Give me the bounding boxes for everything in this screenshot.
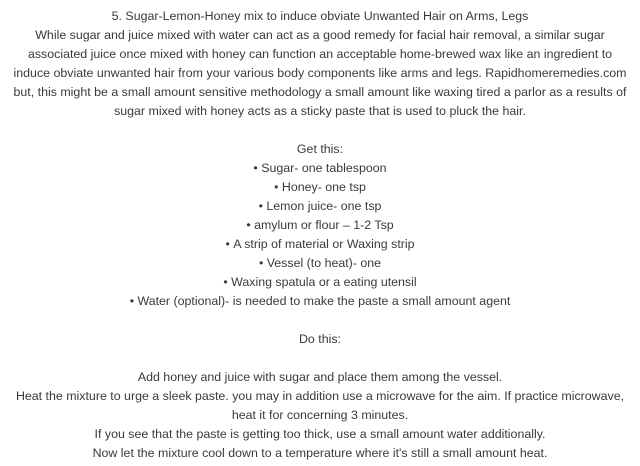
intro-line: While sugar and juice mixed with water can act as a good remedy for facial hair removal, a similar sugar xyxy=(35,28,605,42)
intro-line: induce obviate unwanted hair from your various body components like arms and legs. Rapidhomeremedies.com xyxy=(13,66,627,80)
ingredient-item: • Vessel (to heat)- one xyxy=(6,254,634,273)
intro-line: but, this might be a small amount sensitive methodology a small amount like waxing tired a parlor as a results of xyxy=(13,85,627,99)
step-line: Heat the mixture to urge a sleek paste. you may in addition use a microwave for the aim. If practice microwave, xyxy=(15,389,625,403)
ingredient-item: • Lemon juice- one tsp xyxy=(6,197,634,216)
ingredient-item: • Sugar- one tablespoon xyxy=(6,159,634,178)
section-heading: 5. Sugar-Lemon-Honey mix to induce obviate Unwanted Hair on Arms, Legs xyxy=(111,9,529,23)
intro-line: associated juice once mixed with honey can function an acceptable home-brewed wax like an ingredient to xyxy=(27,47,613,61)
steps-paragraph xyxy=(6,368,634,463)
step-line: If you see that the paste is getting too thick, use a small amount water additionally. xyxy=(94,427,546,441)
ingredient-item: • amylum or flour – 1-2 Tsp xyxy=(6,216,634,235)
ingredient-list xyxy=(6,159,634,311)
intro-paragraph xyxy=(6,26,634,121)
ingredient-item: • Waxing spatula or a eating utensil xyxy=(6,273,634,292)
ingredient-item: • Honey- one tsp xyxy=(6,178,634,197)
step-line: Add honey and juice with sugar and place them among the vessel. xyxy=(137,370,503,384)
ingredient-item: • A strip of material or Waxing strip xyxy=(6,235,634,254)
get-this-title: Get this: xyxy=(296,142,344,156)
ingredient-item: • Water (optional)- is needed to make the paste a small amount agent xyxy=(6,292,634,311)
intro-line: sugar mixed with honey acts as a sticky paste that is used to pluck the hair. xyxy=(114,104,526,118)
step-line: heat it for concerning 3 minutes. xyxy=(231,408,409,422)
do-this-title: Do this: xyxy=(298,332,341,346)
step-line: Now let the mixture cool down to a temperature where it's still a small amount heat. xyxy=(92,446,548,460)
